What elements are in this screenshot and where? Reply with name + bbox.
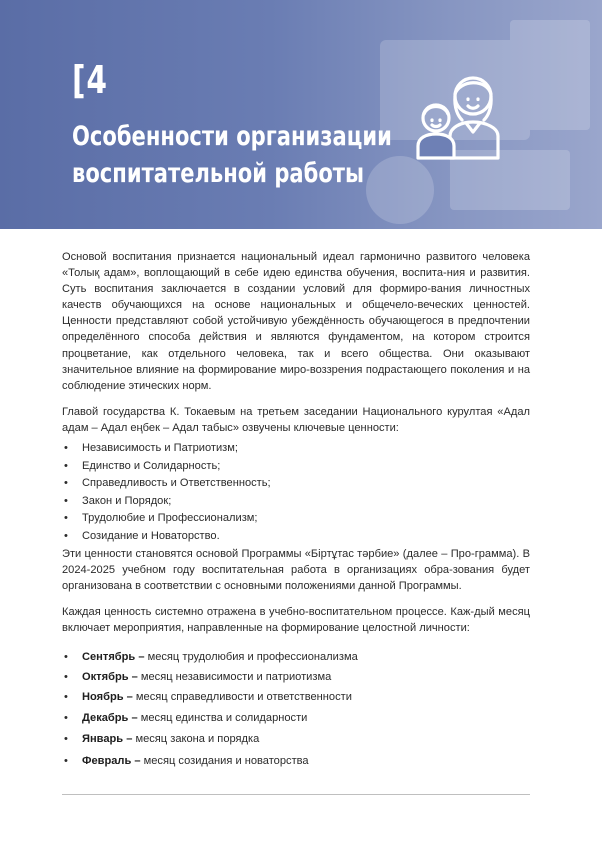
- month-name: Декабрь –: [82, 711, 138, 724]
- bullet-icon: •: [64, 530, 68, 542]
- month-text: месяц трудолюбия и профессионализма: [144, 651, 358, 664]
- month-text: месяц справедливости и ответственности: [132, 691, 352, 704]
- month-name: Ноябрь –: [82, 691, 133, 704]
- bullet-icon: •: [64, 711, 68, 724]
- month-item: [62, 708, 530, 728]
- intro-paragraph: Основой воспитания признается национальный идеал гармонично развитого человека «Толық адам», воплощающий в себе идею единства обучения, воспита-ния и развития. Суть воспитания заключается в создании условий для формиро-вания личностных качеств обучающихся на основе национальных и общечело-веческих ценностей. Ценности представляют собой устойчивую убеждённость обучающегося в предпочтении определённого способа действия и являются фундаментом, на котором строится процветание, как отдельного человека, так и всего общества. Они оказывают значительное влияние на формирование миро-воззрения подрастающего поколения и на соблюдение этических норм.: [62, 251, 530, 392]
- values-list: [62, 440, 530, 546]
- month-name: Январь –: [82, 732, 133, 745]
- list-item: • Созидание и Новаторство.: [62, 528, 530, 546]
- bullet-icon: •: [64, 442, 68, 455]
- month-name: Сентябрь –: [82, 651, 145, 664]
- list-item: • Трудолюбие и Профессионализм;: [62, 510, 530, 528]
- bullet-icon: •: [64, 691, 68, 704]
- list-item: • Единство и Солидарность;: [62, 458, 530, 476]
- bullet-icon: •: [64, 459, 68, 472]
- bullet-icon: •: [64, 754, 68, 767]
- month-text: месяц независимости и патриотизма: [137, 671, 332, 684]
- section-number: [4: [72, 58, 108, 102]
- values-intro-paragraph: Главой государства К. Токаевым на третьем заседании Национального курултая «Адал адам – Адал еңбек – Адал табыс» озвучены ключевые ценности:: [62, 405, 530, 434]
- month-item: [62, 728, 530, 750]
- list-item: • Справедливость и Ответственность;: [62, 475, 530, 493]
- bullet-icon: •: [64, 512, 68, 525]
- parent-child-icon: [410, 66, 512, 164]
- month-item: [62, 667, 530, 687]
- main-content: [62, 249, 530, 772]
- page-header: [0, 0, 602, 229]
- month-item: [62, 647, 530, 667]
- month-item: [62, 687, 530, 707]
- bullet-icon: •: [64, 651, 68, 664]
- month-item: [62, 750, 530, 772]
- month-name: Октябрь –: [82, 671, 138, 684]
- months-intro-paragraph: Каждая ценность системно отражена в учебно-воспитательном процессе. Каж-дый месяц включает мероприятия, направленные на формирование целостной личности:: [62, 605, 530, 634]
- month-text: месяц созидания и новаторства: [140, 754, 309, 767]
- bullet-icon: •: [64, 477, 68, 490]
- bullet-icon: •: [64, 671, 68, 684]
- bullet-icon: •: [64, 732, 68, 745]
- page-title: [72, 118, 392, 192]
- list-item: • Независимость и Патриотизм;: [62, 440, 530, 458]
- title-line-2: воспитательной работы: [72, 158, 365, 189]
- list-item: • Закон и Порядок;: [62, 493, 530, 511]
- month-text: месяц единства и солидарности: [137, 711, 308, 724]
- program-paragraph: Эти ценности становятся основой Программы «Біртұтас тәрбие» (далее – Про-грамма). В 2024-2025 учебном году воспитательная работа в организациях обра-зования будет организована в соответствии с основными положениями данной Программы.: [62, 547, 530, 592]
- bottom-divider: [62, 794, 530, 795]
- months-list: [62, 647, 530, 772]
- bullet-icon: •: [64, 494, 68, 507]
- title-line-1: Особенности организации: [72, 121, 392, 152]
- month-name: Февраль –: [82, 754, 141, 767]
- month-text: месяц закона и порядка: [132, 732, 260, 745]
